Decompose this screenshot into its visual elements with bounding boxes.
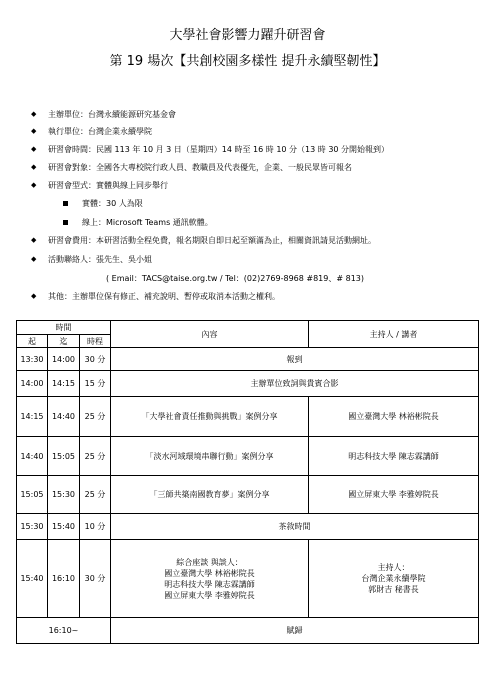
diamond-bullet-icon: ◆	[31, 127, 37, 135]
table-header-row	[17, 321, 479, 335]
table-row: 15:40 16:10 30 分 綜合座談 與談人： 國立臺灣大學 林裕彬院長 明志科技大學 陳志霖講師 國立屏東大學 李雅婷院長 主持人： 台灣企業永續學院 郭財吉 秘書長	[17, 540, 479, 618]
header-content: 內容	[111, 321, 309, 348]
diamond-bullet-icon: ◆	[31, 236, 37, 244]
diamond-bullet-icon: ◆	[31, 255, 37, 263]
table-row: 14:00 14:15 15 分 主辦單位致詞與貴賓合影	[17, 371, 479, 397]
table-row: 15:05 15:30 25 分 「三師共築南國教育夢」案例分享 國立屏東大學 李雅婷院長	[17, 476, 479, 514]
header-duration: 時程	[80, 335, 111, 348]
header-end: 迄	[48, 335, 80, 348]
header-start: 起	[17, 335, 48, 348]
header-time: 時間	[17, 321, 111, 335]
square-bullet-icon	[63, 201, 68, 206]
diamond-bullet-icon: ◆	[31, 145, 37, 153]
diamond-bullet-icon: ◆	[31, 181, 37, 189]
page-subtitle: 第 19 場次【共創校園多樣性 提升永續堅韌性】	[109, 54, 386, 69]
table-row: 14:15 14:40 25 分 「大學社會責任推動與挑戰」案例分享 國立臺灣大學 林裕彬院長	[17, 397, 479, 437]
table-row: 16:10~ 賦歸	[17, 618, 479, 644]
page-title: 大學社會影響力躍升研習會	[169, 28, 326, 43]
diamond-bullet-icon: ◆	[31, 292, 37, 300]
schedule-table	[16, 320, 479, 644]
square-bullet-icon	[63, 220, 68, 225]
table-row: 15:30 15:40 10 分 茶敘時間	[17, 514, 479, 540]
diamond-bullet-icon: ◆	[31, 110, 37, 118]
header-host: 主持人 / 講者	[309, 321, 479, 348]
table-row: 14:40 15:05 25 分 「淡水河域環境串聯行動」案例分享 明志科技大學 陳志霖講師	[17, 437, 479, 476]
table-row: 13:30 14:00 30 分 報到	[17, 348, 479, 371]
diamond-bullet-icon: ◆	[31, 163, 37, 171]
